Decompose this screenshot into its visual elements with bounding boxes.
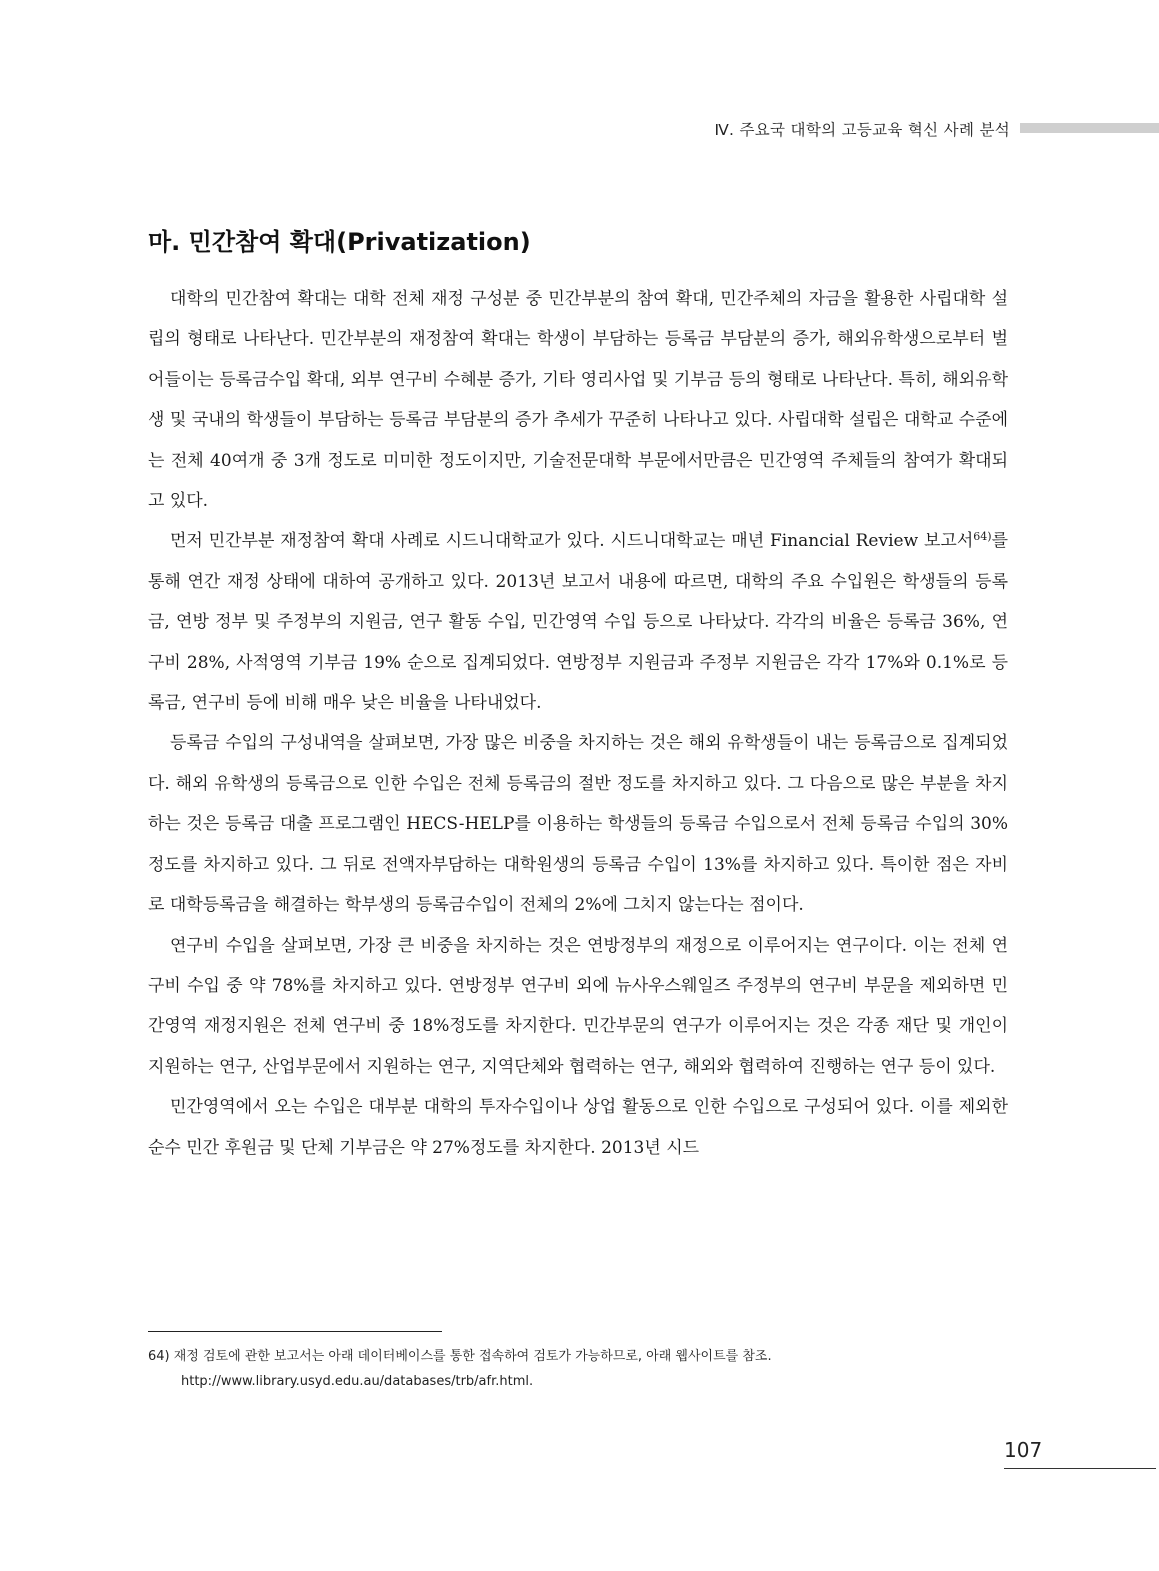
footnote-text: 64) 재정 검토에 관한 보고서는 아래 데이터베이스를 통한 접속하여 검토가 가능하므로, 아래 웹사이트를 참조. [148, 1349, 772, 1364]
header-accent-bar [1020, 123, 1159, 133]
footnote [148, 1344, 1008, 1394]
paragraph-tuition-breakdown: 등록금 수입의 구성내역을 살펴보면, 가장 많은 비중을 차지하는 것은 해외 유학생들이 내는 등록금으로 집계되었다. 해외 유학생의 등록금으로 인한 수입은 전체 등록금의 절반 정도를 차지하고 있다. 그 다음으로 많은 부분을 차지하는 것은 등록금 대출 프로그램인 HECS-HELP를 이용하는 학생들의 등록금 수입으로서 전체 등록금 수입의 30%정도를 차지하고 있다. 그 뒤로 전액자부담하는 대학원생의 등록금 수입이 13%를 차지하고 있다. 특이한 점은 자비로 대학등록금을 해결하는 학부생의 등록금수입이 전체의 2%에 그치지 않는다는 점이다. [148, 733, 1008, 916]
paragraph-privatization-intro: 대학의 민간참여 확대는 대학 전체 재정 구성분 중 민간부분의 참여 확대, 민간주체의 자금을 활용한 사립대학 설립의 형태로 나타난다. 민간부분의 재정참여 확대는 학생이 부담하는 등록금 부담분의 증가, 해외유학생으로부터 벌어들이는 등록금수입 확대, 외부 연구비 수혜분 증가, 기타 영리사업 및 기부금 등의 형태로 나타난다. 특히, 해외유학생 및 국내의 학생들이 부담하는 등록금 부담분의 증가 추세가 꾸준히 나타나고 있다. 사립대학 설립은 대학교 수준에는 전체 40여개 중 3개 정도로 미미한 정도이지만, 기술전문대학 부문에서만큼은 민간영역 주체들의 참여가 확대되고 있다. [148, 289, 1008, 512]
section-title: 마. 민간참여 확대(Privatization) [148, 228, 531, 256]
paragraph-text: 먼저 민간부분 재정참여 확대 사례로 시드니대학교가 있다. 시드니대학교는 매년 Financial Review 보고서 [170, 531, 974, 552]
page-number-rule [1004, 1468, 1156, 1469]
footnote-reference: 64) [973, 530, 992, 544]
paragraph-text: 를 통해 연간 재정 상태에 대하여 공개하고 있다. 2013년 보고서 내용에 따르면, 대학의 주요 수입원은 학생들의 등록금, 연방 정부 및 주정부의 지원금, 연구 활동 수입, 민간영역 수입 등으로 나타났다. 각각의 비율은 등록금 36%, 연구비 28%, 사적영역 기부금 19% 순으로 집계되었다. 연방정부 지원금과 주정부 지원금은 각각 17%와 0.1%로 등록금, 연구비 등에 비해 매우 낮은 비율을 나타내었다. [148, 531, 1008, 714]
footnote-divider [148, 1331, 442, 1332]
body-text [148, 279, 1008, 1168]
footnote-url[interactable]: http://www.library.usyd.edu.au/databases/trb/afr.html. [181, 1374, 534, 1389]
paragraph-research-income: 연구비 수입을 살펴보면, 가장 큰 비중을 차지하는 것은 연방정부의 재정으로 이루어지는 연구이다. 이는 전체 연구비 수입 중 약 78%를 차지하고 있다. 연방정부 연구비 외에 뉴사우스웨일즈 주정부의 연구비 부문을 제외하면 민간영역 재정지원은 전체 연구비 중 18%정도를 차지한다. 민간부문의 연구가 이루어지는 것은 각종 재단 및 개인이 지원하는 연구, 산업부문에서 지원하는 연구, 지역단체와 협력하는 연구, 해외와 협력하여 진행하는 연구 등이 있다. [148, 935, 1008, 1077]
paragraph-private-income: 민간영역에서 오는 수입은 대부분 대학의 투자수입이나 상업 활동으로 인한 수입으로 구성되어 있다. 이를 제외한 순수 민간 후원금 및 단체 기부금은 약 27%정도를 차지한다. 2013년 시드 [148, 1097, 1008, 1158]
page-number: 107 [1004, 1438, 1043, 1462]
paragraph-sydney-example [148, 521, 1008, 723]
running-header: Ⅳ. 주요국 대학의 고등교육 혁신 사례 분석 [714, 121, 1010, 139]
